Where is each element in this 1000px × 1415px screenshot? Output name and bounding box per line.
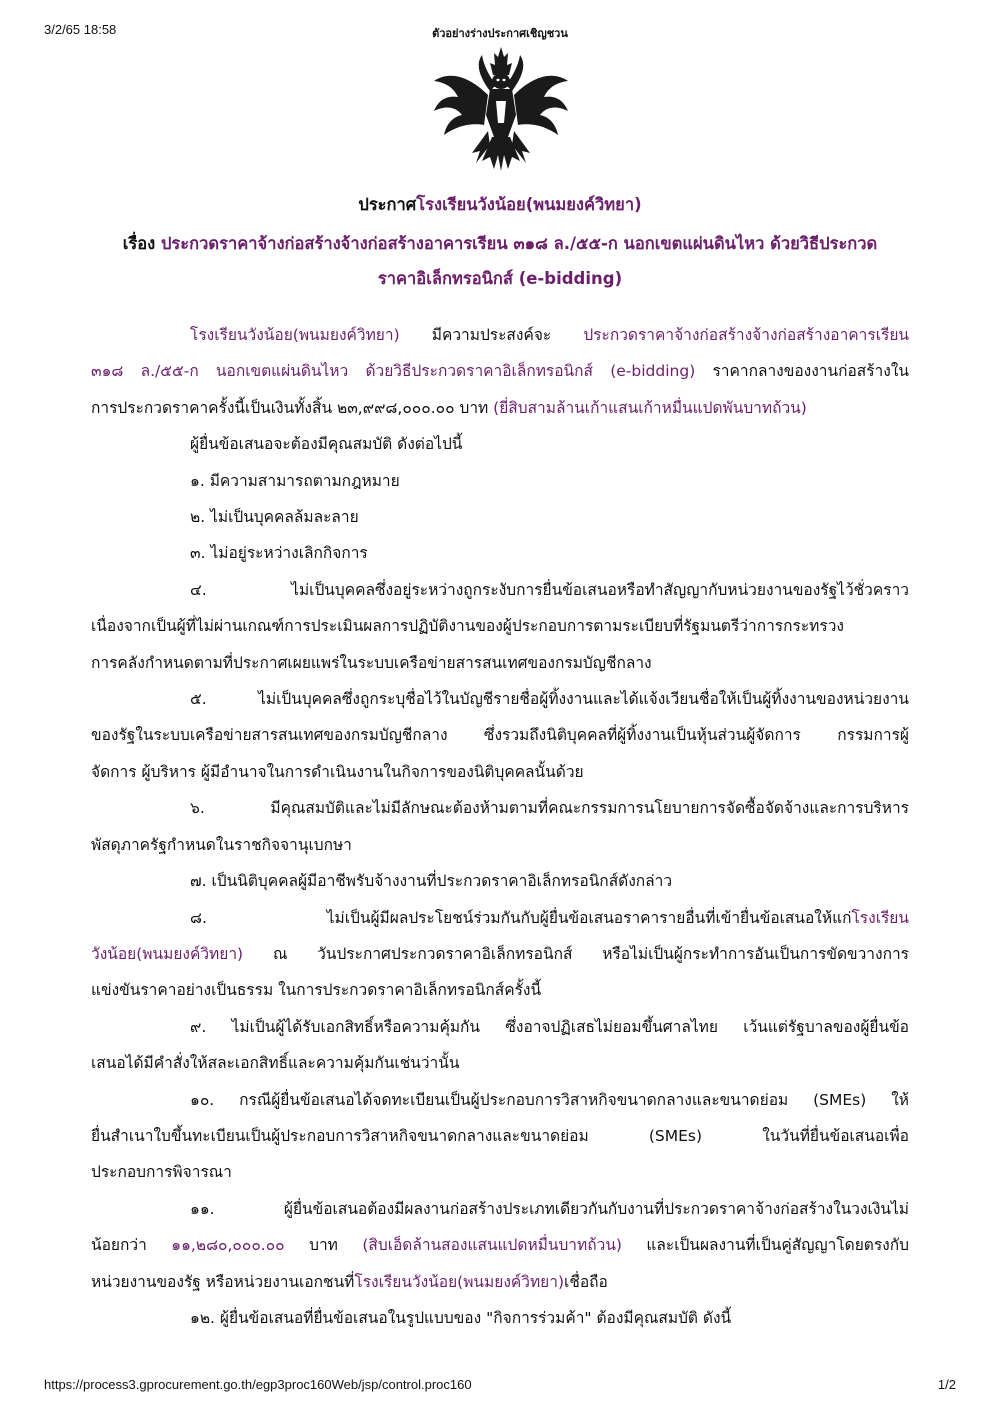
print-url: https://process3.gprocurement.go.th/egp3proc160Web/jsp/control.proc160 bbox=[44, 1377, 472, 1392]
qualification-item: ๑๒. ผู้ยื่นข้อเสนอที่ยื่นข้อเสนอในรูปแบบของ "กิจการร่วมค้า" ต้องมีคุณสมบัติ ดังนี้ bbox=[190, 1308, 732, 1327]
qualification-item-cont: พัสดุภาครัฐกำหนดในราชกิจจานุเบกษา bbox=[91, 835, 352, 854]
qualification-item-cont: เนื่องจากเป็นผู้ที่ไม่ผ่านเกณฑ์การประเมินผลการปฏิบัติงานของผู้ประกอบการตามระเบียบที่รัฐมนตรีว่าการกระทรวง bbox=[91, 617, 844, 636]
school-name: โรงเรียน bbox=[851, 908, 909, 927]
subject-label: เรื่อง bbox=[122, 234, 156, 253]
item-text: ๘. ไม่เป็นผู้มีผลประโยชน์ร่วมกันกับผู้ยื่นข้อเสนอราคารายอื่นที่เข้ายื่นข้อเสนอให้แก่ bbox=[190, 908, 852, 927]
browser-print-footer bbox=[44, 1377, 956, 1397]
item-text: บาท bbox=[284, 1236, 363, 1255]
qualification-item-cont: ของรัฐในระบบเครือข่ายสารสนเทศของกรมบัญชีกลาง ซึ่งรวมถึงนิติบุคคลที่ผู้ทิ้งงานเป็นหุ้นส่วนผู้จัดการ กรรมการผู้ bbox=[91, 726, 909, 745]
qualification-item-cont bbox=[91, 1264, 909, 1300]
qualification-item-cont: แข่งขันราคาอย่างเป็นธรรม ในการประกวดราคาอิเล็กทรอนิกส์ครั้งนี้ bbox=[91, 981, 542, 1000]
qualification-item-cont: จัดการ ผู้บริหาร ผู้มีอำนาจในการดำเนินงานในกิจการของนิติบุคคลนั้นด้วย bbox=[91, 762, 584, 781]
qualification-item: ๖. มีคุณสมบัติและไม่มีลักษณะต้องห้ามตามที่คณะกรรมการนโยบายการจัดซื้อจัดจ้างและการบริหาร bbox=[190, 799, 909, 818]
announcement-subject bbox=[60, 231, 940, 257]
school-name: โรงเรียนวังน้อย(พนมยงค์วิทยา) bbox=[354, 1272, 565, 1291]
intro-line-3 bbox=[91, 390, 909, 426]
qualification-item: ๕. ไม่เป็นบุคคลซึ่งถูกระบุชื่อไว้ในบัญชีรายชื่อผู้ทิ้งงานและได้แจ้งเวียนชื่อให้เป็นผู้ทิ้งงานของหน่วยงาน bbox=[190, 690, 909, 709]
print-page-number: 1/2 bbox=[937, 1377, 956, 1392]
announcement-title bbox=[60, 192, 940, 218]
intro-text: การประกวดราคาครั้งนี้เป็นเงินทั้งสิ้น bbox=[91, 398, 337, 417]
print-datetime: 3/2/65 18:58 bbox=[44, 22, 117, 37]
print-page-title: ตัวอย่างร่างประกาศเชิญชวน bbox=[432, 27, 568, 40]
item-text: น้อยกว่า bbox=[91, 1236, 172, 1255]
qualification-item: ๑๑. ผู้ยื่นข้อเสนอต้องมีผลงานก่อสร้างประเภทเดียวกันกับงานที่ประกวดราคาจ้างก่อสร้างในวงเงินไม่ bbox=[190, 1199, 909, 1218]
intro-project: ประกวดราคาจ้างก่อสร้างจ้างก่อสร้างอาคารเรียน bbox=[583, 326, 909, 344]
qualifications-intro: ผู้ยื่นข้อเสนอจะต้องมีคุณสมบัติ ดังต่อไปนี้ bbox=[190, 435, 463, 454]
intro-school: โรงเรียนวังน้อย(พนมยงค์วิทยา) bbox=[190, 326, 400, 344]
subject-line-1: ประกวดราคาจ้างก่อสร้างจ้างก่อสร้างอาคารเรียน ๓๑๘ ล./๕๕-ก นอกเขตแผ่นดินไหว ด้วยวิธีประกวด bbox=[160, 234, 878, 253]
document-body bbox=[91, 317, 909, 1336]
intro-text: บาท bbox=[454, 398, 494, 417]
qualification-item-cont: เสนอได้มีคำสั่งให้สละเอกสิทธิ์และความคุ้มกันเช่นว่านั้น bbox=[91, 1054, 460, 1073]
qualification-item-cont bbox=[91, 936, 909, 972]
qualification-item: ๓. ไม่อยู่ระหว่างเลิกกิจการ bbox=[190, 544, 368, 563]
qualification-item bbox=[91, 900, 909, 936]
qualification-item: ๔. ไม่เป็นบุคคลซึ่งอยู่ระหว่างถูกระงับการยื่นข้อเสนอหรือทำสัญญากับหน่วยงานของรัฐไว้ชั่วคราว bbox=[190, 580, 909, 599]
qualification-item-cont: ประกอบการพิจารณา bbox=[91, 1163, 232, 1182]
qualification-item-cont bbox=[91, 1227, 909, 1263]
budget-amount-words: (ยี่สิบสามล้านเก้าแสนเก้าหมื่นแปดพันบาทถ้วน) bbox=[493, 398, 807, 417]
experience-amount-words: (สิบเอ็ดล้านสองแสนแปดหมื่นบาทถ้วน) bbox=[362, 1236, 622, 1255]
item-text: ณ วันประกาศประกวดราคาอิเล็กทรอนิกส์ หรือไม่เป็นผู้กระทำการอันเป็นการขัดขวางการ bbox=[243, 944, 909, 963]
qualification-item-cont: ยื่นสำเนาใบขึ้นทะเบียนเป็นผู้ประกอบการวิสาหกิจขนาดกลางและขนาดย่อม (SMEs) ในวันที่ยื่นข้อเสนอเพื่อ bbox=[91, 1126, 909, 1145]
intro-line-1 bbox=[91, 317, 909, 353]
intro-text: ราคากลางของงานก่อสร้างใน bbox=[695, 362, 909, 381]
announce-prefix: ประกาศ bbox=[358, 195, 417, 214]
qualification-item-cont: การคลังกำหนดตามที่ประกาศเผยแพร่ในระบบเครือข่ายสารสนเทศของกรมบัญชีกลาง bbox=[91, 653, 652, 672]
qualification-item: ๗. เป็นนิติบุคคลผู้มีอาชีพรับจ้างงานที่ประกวดราคาอิเล็กทรอนิกส์ดังกล่าว bbox=[190, 872, 673, 891]
browser-print-header bbox=[44, 22, 956, 42]
budget-amount: ๒๓,๙๙๘,๐๐๐.๐๐ bbox=[336, 398, 455, 417]
experience-amount: ๑๑,๒๘๐,๐๐๐.๐๐ bbox=[171, 1236, 285, 1255]
garuda-emblem-icon bbox=[428, 45, 574, 175]
subject-line-2: ราคาอิเล็กทรอนิกส์ (e-bidding) bbox=[377, 269, 623, 288]
item-text: หน่วยงานของรัฐ หรือหน่วยงานเอกชนที่ bbox=[91, 1272, 355, 1291]
school-name: วังน้อย(พนมยงค์วิทยา) bbox=[91, 944, 244, 963]
school-name: โรงเรียนวังน้อย(พนมยงค์วิทยา) bbox=[416, 195, 642, 214]
qualification-item: ๒. ไม่เป็นบุคคลล้มละลาย bbox=[190, 508, 359, 527]
item-text: และเป็นผลงานที่เป็นคู่สัญญาโดยตรงกับ bbox=[621, 1236, 909, 1255]
intro-text: มีความประสงค์จะ bbox=[399, 326, 584, 344]
intro-project-cont: ๓๑๘ ล./๕๕-ก นอกเขตแผ่นดินไหว ด้วยวิธีประกวดราคาอิเล็กทรอนิกส์ (e-bidding) bbox=[91, 362, 696, 381]
qualification-item: ๑๐. กรณีผู้ยื่นข้อเสนอได้จดทะเบียนเป็นผู้ประกอบการวิสาหกิจขนาดกลางและขนาดย่อม (SMEs) ให้ bbox=[190, 1090, 909, 1109]
item-text: เชื่อถือ bbox=[564, 1272, 608, 1291]
qualification-item: ๙. ไม่เป็นผู้ได้รับเอกสิทธิ์หรือความคุ้มกัน ซึ่งอาจปฏิเสธไม่ยอมขึ้นศาลไทย เว้นแต่รัฐบาลของผู้ยื่นข้อ bbox=[190, 1017, 909, 1036]
qualification-item: ๑. มีความสามารถตามกฎหมาย bbox=[190, 471, 400, 490]
intro-line-2 bbox=[91, 353, 909, 389]
